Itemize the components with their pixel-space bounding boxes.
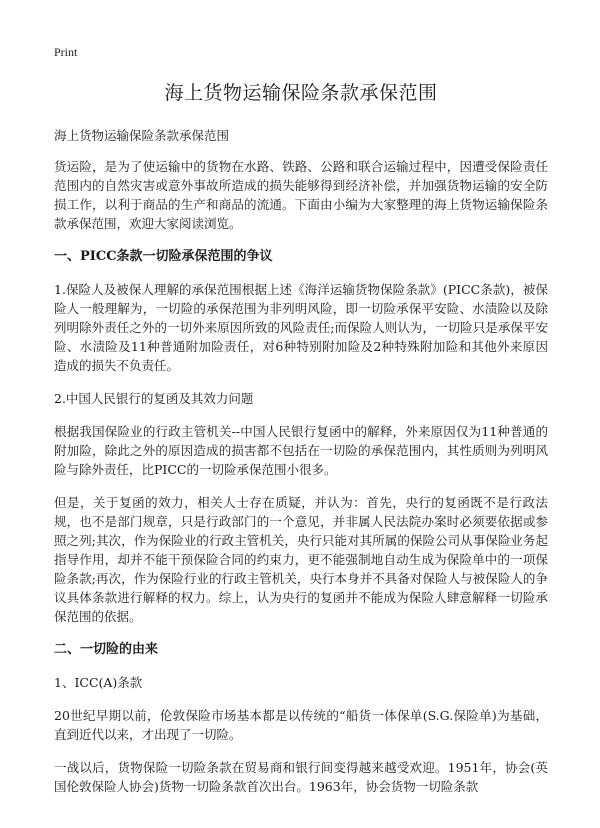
paragraph-pboc-interpretation: 根据我国保险业的行政主管机关--中国人民银行复函中的解释，外来原因仅为11种普通的附加险，除此之外的原因造成的损害都不包括在一切险的承保范围内，其性质则为列明风险与除外责任，比PICC的一切险承保范围小很多。 (54, 424, 548, 477)
section-heading-origin: 二、一切险的由来 (54, 642, 159, 657)
intro-paragraph: 货运险，是为了使运输中的货物在水路、铁路、公路和联合运输过程中，因遭受保险责任范围内的自然灾害或意外事故所造成的损失能够得到经济补偿，并加强货物运输的安全防损工作，以利于商品的生产和商品的流通。下面由小编为大家整理的海上货物运输保险条款承保范围，欢迎大家阅读浏览。 (54, 159, 548, 231)
print-link[interactable]: Print (54, 45, 78, 59)
document-page (54, 44, 548, 810)
paragraph-post-ww1: 一战以后，货物保险一切险条款在贸易商和银行间变得越来越受欢迎。1951年，协会(英国伦敦保险人协会)货物一切险条款首次出台。1963年，协会货物一切险条款 (54, 760, 548, 794)
paragraph-icc-a: 1、ICC(A)条款 (54, 675, 143, 690)
paragraph-insurer-understanding: 1.保险人及被保人理解的承保范围根据上述《海洋运输货物保险条款》(PICC条款)，被保险人一般理解为，一切险的承保范围为非列明风险，即一切险承保平安险、水渍险以及除列明除外责任之外的一切外来原因所致的风险责任;而保险人则认为，一切险只是承保平安险、水渍险及11种普通附加险责任，对6种特别附加险及2种特殊附加险和其他外来原因造成的损失不负责任。 (54, 282, 548, 373)
section-heading-picc: 一、PICC条款一切险承保范围的争议 (54, 249, 273, 264)
paragraph-early-20th-century: 20世纪早期以前，伦敦保险市场基本都是以传统的“船货一体保单(S.G.保险单)为基础，直到近代以来，才出现了一切险。 (54, 708, 548, 742)
paragraph-reply-validity: 但是，关于复函的效力，相关人士存在质疑，并认为：首先，央行的复函既不是行政法规，也不是部门规章，只是行政部门的一个意见，并非属人民法院办案时必须要依据或参照之列;其次，作为保险业的行政主管机关，央行只能对其所属的保险公司从事保险业务起指导作用，却并不能干预保险合同的约束力，更不能强制地自动生成为保险单中的一项保险条款;再次，作为保险行业的行政主管机关，央行本身并不具备对保险人与被保险人的争议具体条款进行解释的权力。综上，认为央行的复函并不能成为保险人肆意解释一切险承保范围的依据。 (54, 495, 548, 624)
page-title: 海上货物运输保险条款承保范围 (164, 82, 438, 104)
article-subtitle: 海上货物运输保险条款承保范围 (54, 128, 230, 143)
paragraph-pboc-reply-title: 2.中国人民银行的复函及其效力问题 (54, 391, 254, 406)
